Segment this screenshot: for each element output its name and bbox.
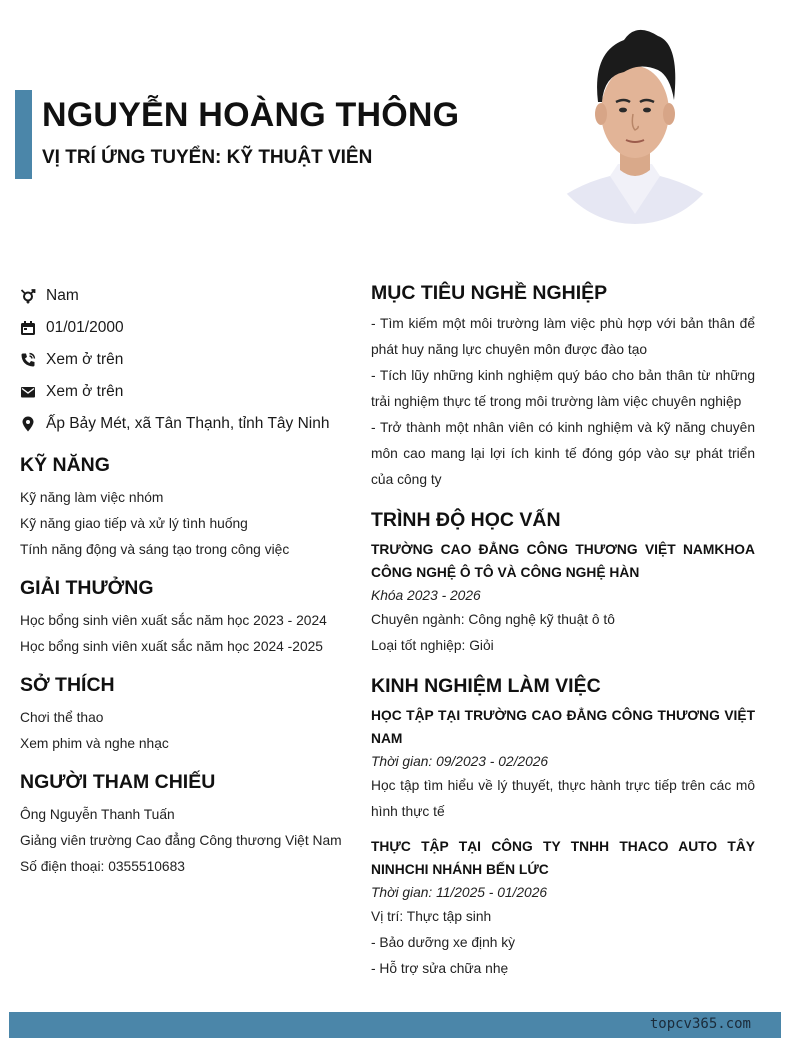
experience-title: KINH NGHIỆM LÀM VIỆC <box>371 675 601 697</box>
hobbies-title: SỞ THÍCH <box>20 674 115 696</box>
reference-item: Giảng viên trường Cao đẳng Công thương Việt Nam <box>20 833 342 848</box>
skill-item: Kỹ năng giao tiếp và xử lý tình huống <box>20 516 248 531</box>
email-value: Xem ở trên <box>46 383 124 400</box>
school-name: TRƯỜNG CAO ĐẲNG CÔNG THƯƠNG VIỆT NAMKHOA CÔNG NGHỆ Ô TÔ VÀ CÔNG NGHỆ HÀN <box>371 542 755 580</box>
education-grade: Loại tốt nghiệp: Giỏi <box>371 638 494 653</box>
job-title: THỰC TẬP TẠI CÔNG TY TNHH THACO AUTO TÂY NINHCHI NHÁNH BẾN LỨC <box>371 839 755 877</box>
objective-title: MỤC TIÊU NGHỀ NGHIỆP <box>371 282 608 304</box>
gender-value: Nam <box>46 287 79 304</box>
references-list <box>20 802 350 880</box>
location-icon <box>20 416 36 432</box>
awards-list <box>20 608 350 660</box>
job-detail: - Hỗ trợ sửa chữa nhẹ <box>371 961 509 976</box>
job-time: Thời gian: 09/2023 - 02/2026 <box>371 754 549 769</box>
hobby-item: Chơi thể thao <box>20 710 104 725</box>
education-section <box>371 509 755 659</box>
job-detail: Học tập tìm hiểu về lý thuyết, thực hành trực tiếp trên các mô hình thực tế <box>371 778 755 819</box>
education-title: TRÌNH ĐỘ HỌC VẤN <box>371 509 561 531</box>
job-time: Thời gian: 11/2025 - 01/2026 <box>371 885 548 900</box>
email-icon <box>20 384 36 400</box>
award-item: Học bổng sinh viên xuất sắc năm học 2023 - 2024 <box>20 613 327 628</box>
skill-item: Tính năng động và sáng tạo trong công việc <box>20 542 290 557</box>
gender-icon <box>20 288 36 304</box>
reference-item: Ông Nguyễn Thanh Tuấn <box>20 807 175 822</box>
left-column <box>20 280 350 880</box>
candidate-name: NGUYỄN HOÀNG THÔNG <box>42 96 460 134</box>
phone-value: Xem ở trên <box>46 351 124 368</box>
award-item: Học bổng sinh viên xuất sắc năm học 2024 -2025 <box>20 639 323 654</box>
hobbies-list <box>20 705 350 757</box>
calendar-icon <box>20 320 36 336</box>
footer-bar <box>9 1012 781 1038</box>
job-title: HỌC TẬP TẠI TRƯỜNG CAO ĐẲNG CÔNG THƯƠNG VIỆT NAM <box>371 708 755 746</box>
objective-item: - Trở thành một nhân viên có kinh nghiệm và kỹ năng chuyên môn cao mang lại lợi ích kinh tế đóng góp vào sự phát triển của công ty <box>371 420 755 487</box>
job-detail: - Bảo dưỡng xe định kỳ <box>371 935 516 950</box>
skill-item: Kỹ năng làm việc nhóm <box>20 490 164 505</box>
footer-website[interactable]: topcv365.com <box>649 1016 751 1032</box>
header-accent-bar <box>15 90 32 179</box>
reference-item: Số điện thoại: 0355510683 <box>20 859 185 874</box>
education-major: Chuyên ngành: Công nghệ kỹ thuật ô tô <box>371 612 615 627</box>
profile-photo <box>540 14 730 246</box>
phone-icon <box>20 352 36 368</box>
experience-section <box>371 675 755 982</box>
contact-email <box>20 376 350 408</box>
hobby-item: Xem phim và nghe nhạc <box>20 736 169 751</box>
education-period: Khóa 2023 - 2026 <box>371 588 481 603</box>
job-detail: Vị trí: Thực tập sinh <box>371 909 492 924</box>
applied-position: VỊ TRÍ ỨNG TUYỂN: KỸ THUẬT VIÊN <box>42 147 373 168</box>
contact-phone <box>20 344 350 376</box>
objective-item: - Tích lũy những kinh nghiệm quý báo cho bản thân từ những trải nghiệm thực tế trong môi trường làm việc chuyên nghiệp <box>371 368 755 409</box>
awards-title: GIẢI THƯỞNG <box>20 577 154 599</box>
skills-title: KỸ NĂNG <box>20 454 110 476</box>
objective-section <box>371 282 755 493</box>
contact-info <box>20 280 350 440</box>
references-title: NGƯỜI THAM CHIẾU <box>20 771 216 793</box>
address-value: Ấp Bảy Mét, xã Tân Thạnh, tỉnh Tây Ninh <box>46 415 330 432</box>
contact-address <box>20 408 350 440</box>
contact-gender <box>20 280 350 312</box>
objective-item: - Tìm kiếm một môi trường làm việc phù hợp với bản thân để phát huy năng lực chuyên môn được đào tạo <box>371 316 755 357</box>
right-column <box>371 282 755 998</box>
skills-list <box>20 485 350 563</box>
birthday-value: 01/01/2000 <box>46 319 124 336</box>
contact-birthday <box>20 312 350 344</box>
